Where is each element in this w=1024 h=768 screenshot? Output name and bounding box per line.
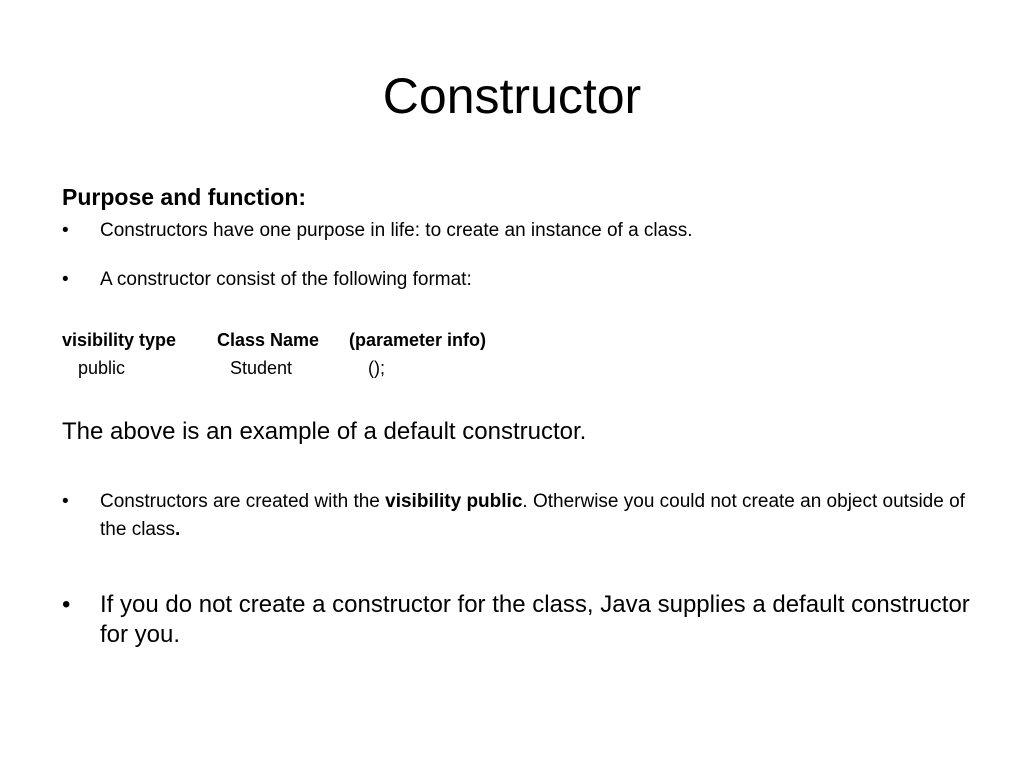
example-visibility: public <box>78 358 126 378</box>
bullet-text-part: Constructors are created with the <box>100 491 386 512</box>
bullet-item <box>62 266 972 294</box>
bullet-icon: • <box>62 591 71 618</box>
bullet-item <box>62 217 972 245</box>
format-classname-label: Class Name <box>217 330 320 350</box>
example-params: (); <box>368 358 385 378</box>
format-visibility-label: visibility type <box>62 330 177 350</box>
bullet-text-end: . <box>174 519 181 540</box>
format-params-label: (parameter info) <box>349 330 487 350</box>
bullet-text: A constructor consist of the following format: <box>100 269 472 290</box>
example-classname: Student <box>230 358 293 378</box>
slide-title: Constructor <box>382 68 642 124</box>
bullet-icon: • <box>62 269 69 290</box>
section-heading: Purpose and function: <box>62 184 307 210</box>
bullet-item <box>62 488 972 544</box>
bullet-icon: • <box>62 491 69 512</box>
bullet-text <box>100 488 972 544</box>
bullet-text-part: . Otherwise you could not create an object outside of the class <box>100 491 965 540</box>
bullet-icon: • <box>62 220 69 241</box>
default-constructor-note: The above is an example of a default constructor. <box>62 418 587 445</box>
bullet-text: Constructors have one purpose in life: to create an instance of a class. <box>100 220 693 241</box>
bullet-text-emphasis: visibility public <box>385 491 523 512</box>
bullet-item <box>62 590 972 650</box>
bullet-text: If you do not create a constructor for the class, Java supplies a default constructor for you. <box>100 591 970 648</box>
